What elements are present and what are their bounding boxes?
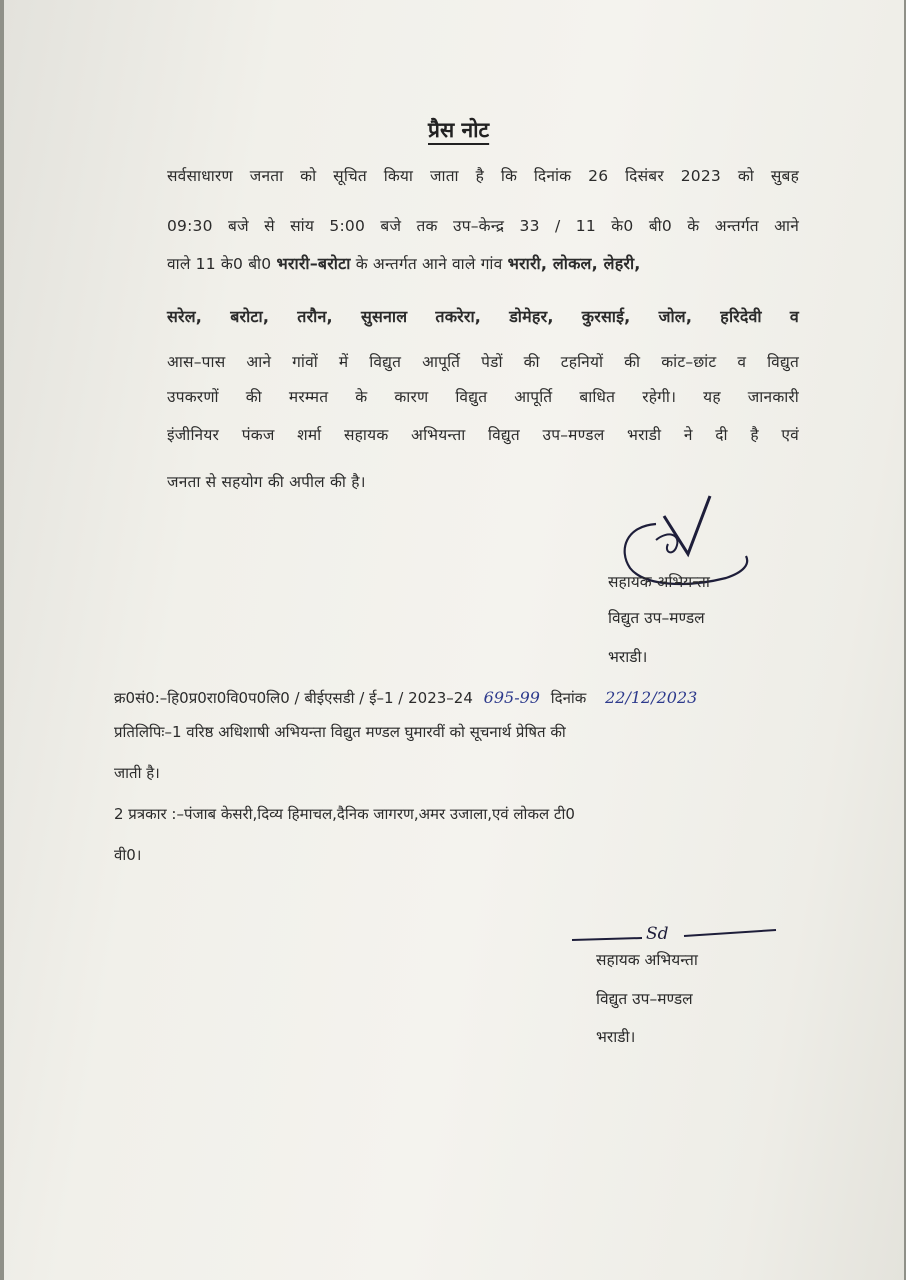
signature-1-office: विद्युत उप–मण्डल <box>608 609 705 627</box>
press-note-title: प्रैस नोट <box>428 118 490 142</box>
signature-2-office: विद्युत उप–मण्डल <box>596 990 693 1008</box>
copy-line-3: 2 प्रत्रकार :–पंजाब केसरी,दिव्य हिमाचल,दैनिक जागरण,अमर उजाला,एवं लोकल टी0 <box>114 805 575 823</box>
feeder-name: भरारी–बरोटा <box>276 254 351 273</box>
press-note-page <box>4 0 904 1280</box>
date-label: दिनांक <box>550 689 587 707</box>
body-line-1: सर्वसाधारण जनता को सूचित किया जाता है कि दिनांक 26 दिसंबर 2023 को सुबह <box>167 167 799 185</box>
signature-1-designation: सहायक अभियन्ता <box>608 573 710 591</box>
body-line-7: इंजीनियर पंकज शर्मा सहायक अभियन्ता विद्युत उप–मण्डल भराडी ने दी है एवं <box>167 426 799 444</box>
signature-1-place: भराडी। <box>608 648 648 666</box>
sd-signature-lines-icon <box>564 918 784 948</box>
sd-mark: Sd <box>646 924 669 944</box>
reference-number: 695-99 <box>483 688 540 707</box>
body-line-8: जनता से सहयोग की अपील की है। <box>167 473 366 491</box>
reference-prefix: क्र0सं0:–हि0प्र0रा0वि0प0लि0 / बीईएसडी / ई–1 / 2023–24 <box>114 689 473 707</box>
body-line-6: उपकरणों की मरम्मत के कारण विद्युत आपूर्ति बाधित रहेगी। यह जानकारी <box>167 388 799 406</box>
body-line-2: 09:30 बजे से सांय 5:00 बजे तक उप–केन्द्र 33 / 11 के0 बी0 के अन्तर्गत आने <box>167 217 799 235</box>
copy-line-4: वी0। <box>114 846 142 864</box>
body-line-5: आस–पास आने गांवों में विद्युत आपूर्ति पेडों की टहनियों की कांट–छांट व विद्युत <box>167 353 799 371</box>
village-list-start: भरारी, लोकल, लेहरी, <box>507 254 641 273</box>
signature-2-place: भराडी। <box>596 1028 636 1046</box>
copy-line-2: जाती है। <box>114 764 160 782</box>
body-line-3c: के अन्तर्गत आने वाले गांव <box>355 255 503 273</box>
village-list: सरेल, बरोटा, तरौन, सुसनाल तकरेरा, डोमेहर, कुरसाई, जोल, हरिदेवी व <box>167 307 799 326</box>
body-line-3a: वाले 11 के0 बी0 <box>167 255 272 273</box>
reference-date: 22/12/2023 <box>605 688 698 707</box>
body-line-3 <box>167 252 799 274</box>
signature-2-designation: सहायक अभियन्ता <box>596 951 698 969</box>
copy-line-1: प्रतिलिपिः–1 वरिष्ठ अधिशाषी अभियन्ता विद्युत मण्डल घुमारवीं को सूचनार्थ प्रेषित की <box>114 723 566 741</box>
reference-line <box>114 688 697 708</box>
